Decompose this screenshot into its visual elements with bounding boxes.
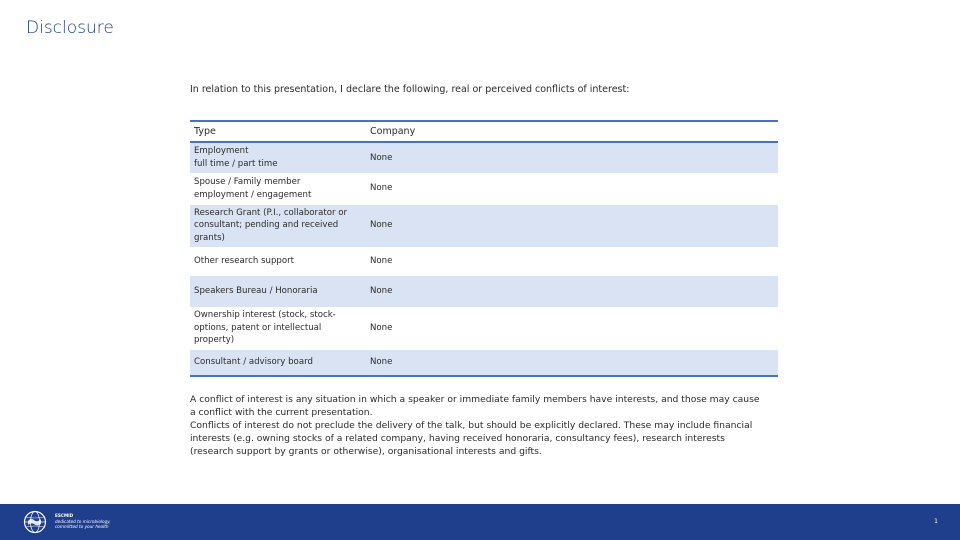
footer-tagline-line2: committed to your health bbox=[55, 524, 109, 529]
table-row bbox=[190, 247, 778, 275]
conflict-notes bbox=[190, 393, 760, 458]
table-row bbox=[190, 275, 778, 307]
table-row bbox=[190, 204, 778, 247]
table-row bbox=[190, 142, 778, 173]
row-type-cell: Spouse / Family member employment / engagement bbox=[190, 173, 366, 204]
row-company-cell: None bbox=[366, 142, 778, 173]
globe-logo-icon bbox=[22, 510, 48, 534]
row-company-cell: None bbox=[366, 173, 778, 204]
table-row bbox=[190, 349, 778, 376]
header-type: Type bbox=[190, 121, 366, 142]
table-header-row bbox=[190, 121, 778, 142]
row-type-cell: Ownership interest (stock, stock-options, patent or intellectual property) bbox=[190, 307, 366, 349]
row-type-cell: Speakers Bureau / Honoraria bbox=[190, 275, 366, 307]
footer-tagline bbox=[55, 513, 111, 530]
table-row bbox=[190, 173, 778, 204]
disclosure-table bbox=[190, 120, 778, 377]
footer-brand: ESCMID bbox=[55, 513, 74, 518]
row-company-cell: None bbox=[366, 247, 778, 275]
intro-text: In relation to this presentation, I declare the following, real or perceived conflicts of interest: bbox=[190, 84, 630, 95]
row-company-cell: None bbox=[366, 307, 778, 349]
row-type-cell: Employment full time / part time bbox=[190, 142, 366, 173]
table-row bbox=[190, 307, 778, 349]
row-company-cell: None bbox=[366, 275, 778, 307]
row-type-cell: Other research support bbox=[190, 247, 366, 275]
footer-tagline-line1: dedicated to microbiology, bbox=[55, 518, 111, 524]
page-number: 1 bbox=[934, 518, 938, 525]
slide-title: Disclosure bbox=[26, 18, 114, 38]
row-company-cell: None bbox=[366, 349, 778, 376]
note-declaration: Conflicts of interest do not preclude the delivery of the talk, but should be explicitly declared. These may include financial interests (e.g. owning stocks of a related company, having received honoraria, consultancy fees), research interests (research support by grants or otherwise), organisational interests and gifts. bbox=[190, 420, 753, 457]
footer-bar bbox=[0, 504, 960, 540]
note-definition: A conflict of interest is any situation in which a speaker or immediate family members have interests, and those may cause a conflict with the current presentation. bbox=[190, 394, 760, 418]
header-company: Company bbox=[366, 121, 778, 142]
row-company-cell: None bbox=[366, 204, 778, 247]
row-type-cell: Research Grant (P.I., collaborator or consultant; pending and received grants) bbox=[190, 204, 366, 247]
row-type-cell: Consultant / advisory board bbox=[190, 349, 366, 376]
